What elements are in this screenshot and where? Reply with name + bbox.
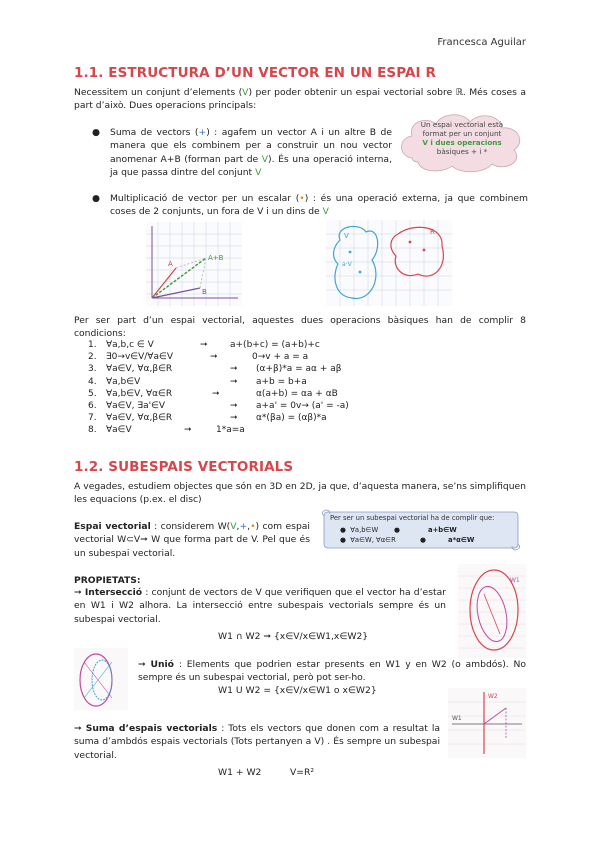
section-2-title: 1.2. SUBESPAIS VECTORIALS	[74, 459, 294, 475]
condition-item: 2. ∃0→v∈V/∀a∈V ➞ 0→v + a = a	[88, 351, 508, 363]
sets-diagram-icon	[326, 220, 452, 306]
vector-sum-sketch	[146, 222, 242, 306]
condition-item: 1. ∀a,b,c ∈ V ➞ a+(b+c) = (a+b)+c	[88, 339, 508, 351]
properties-title: PROPIETATS:	[74, 575, 141, 586]
svg-text:a·V: a·V	[342, 261, 352, 268]
svg-text:B: B	[202, 288, 207, 296]
bullet-scalar-mult-text: Multiplicació de vector per un escalar (•) : és una operació externa, ja que combinem coses de 2 conjunts, un fora de V i un dins de V	[110, 193, 528, 218]
cloud-note	[394, 108, 530, 174]
arrow-right-icon: ➞	[230, 376, 238, 387]
arrow-right-icon: ➞	[230, 364, 238, 375]
property-union: ➞ Unió : Elements que podrien estar presents en W1 y en W2 (o ambdós). No sempre és un subespai vectorial, però pot ser-ho.	[138, 659, 527, 684]
arrow-right-icon: ➞	[212, 388, 220, 399]
scroll-title: Per ser un subespai vectorial ha de complir que:	[330, 514, 495, 522]
sum-sketch	[448, 688, 526, 758]
property-intersection: ➞ Intersecció : conjunt de vectors de V que verifiquen que el vector ha d’estar en W1 i W2 alhora. La intersecció entre subespais vectorials sempre és un subespai vectorial.	[74, 587, 446, 625]
arrow-right-icon: ➞	[138, 659, 146, 670]
svg-text:A+B: A+B	[208, 254, 224, 262]
conditions-list	[88, 339, 508, 437]
bullet-dot-icon: ●	[92, 127, 101, 138]
svg-text:W1: W1	[452, 715, 462, 722]
section-1-title: 1.1. ESTRUCTURA D’UN VECTOR EN UN ESPAI R	[74, 65, 436, 81]
condition-item: 6. ∀a∈V, ∃a'∈V ➞ a+a' = 0v→ (a' = -a)	[88, 400, 508, 412]
union-diagram-icon	[74, 648, 128, 710]
conditions-intro: Per ser part d’un espai vectorial, aquestes dues operacions bàsiques han de complir 8 condicions:	[74, 315, 526, 340]
scroll-row-2: ● ∀a∈W, ∀α∈R ● a*α∈W	[340, 536, 475, 544]
intersection-formula: W1 ∩ W2 ➞ {x∈V/x∈W1,x∈W2}	[218, 631, 369, 642]
vector-space-definition: Espai vectorial : considerem W(V,+,•) com espai vectorial W⊂V➞ W que forma part de V. Pel que és un subespai vectorial.	[74, 521, 310, 559]
subspace-conditions-scroll	[322, 508, 520, 552]
bullet-vector-sum-text: Suma de vectors (+) : agafem un vector A i un altre B de manera que els combinem per a construir un nou vector anomenar A+B (forman part de V). És una operació interna, ja que passa dintre del conjunt V	[110, 127, 392, 179]
sets-sketch	[326, 220, 452, 306]
condition-item: 5. ∀a,b∈V, ∀α∈R ➞ α(a+b) = αa + αB	[88, 388, 508, 400]
arrow-right-icon: ➞	[184, 425, 192, 436]
sum-formula-left: W1 + W2	[218, 767, 262, 778]
property-sum: ➞ Suma d’espais vectorials : Tots els vectors que donen com a resultat la suma d’ambdós espais vectorials (Tots pertanyen a V) . És sempre un subespai vectorial.	[74, 723, 440, 761]
arrow-right-icon: ➞	[230, 400, 238, 411]
arrow-right-icon: ➞	[74, 587, 82, 598]
arrow-right-icon: ➞	[230, 413, 238, 424]
sum-formula-right: V=R²	[290, 767, 315, 778]
bullet-scalar-mult	[92, 192, 528, 222]
union-formula: W1 U W2 = {x∈V/x∈W1 o x∈W2}	[218, 685, 377, 696]
bullet-vector-sum	[92, 126, 392, 188]
bullet-dot-icon: ●	[92, 193, 101, 204]
cloud-text: Un espai vectorial està format per un conjunt V i dues operacions bàsiques + i *	[420, 120, 504, 156]
section-1-intro: Necessitem un conjunt d’elements (V) per poder obtenir un espai vectorial sobre ℝ. Més coses a part d’això. Dues operacions principals:	[74, 87, 526, 112]
condition-item: 7. ∀a∈V, ∀α,β∈R ➞ α*(βa) = (αβ)*a	[88, 412, 508, 424]
union-sketch	[74, 648, 128, 710]
arrow-right-icon: ➞	[74, 723, 82, 734]
sum-diagram-icon	[448, 688, 526, 758]
condition-item: 3. ∀a∈V, ∀α,β∈R ➞ (α+β)*a = aα + aβ	[88, 363, 508, 375]
vector-sum-diagram-icon	[146, 222, 242, 306]
svg-text:W1: W1	[510, 577, 520, 584]
svg-text:A: A	[168, 260, 173, 268]
svg-text:R: R	[430, 228, 435, 236]
condition-item: 8. ∀a∈V ➞ 1*a=a	[88, 424, 508, 436]
svg-text:V: V	[344, 232, 349, 240]
svg-text:W2: W2	[488, 693, 498, 700]
section-2-intro: A vegades, estudiem objectes que són en 3D en 2D, ja que, d’aquesta manera, se’ns simplifiquen les equacions (p.ex. el disc)	[74, 481, 526, 506]
author-name: Francesca Aguilar	[437, 37, 526, 48]
scroll-row-1: ● ∀a,b∈W ● a+b∈W	[340, 526, 457, 534]
intersection-diagram-icon	[458, 564, 526, 658]
arrow-right-icon: ➞	[200, 340, 208, 350]
condition-item: 4. ∀a,b∈V ➞ a+b = b+a	[88, 376, 508, 388]
arrow-right-icon: ➞	[210, 352, 218, 363]
intersection-sketch	[458, 564, 526, 658]
